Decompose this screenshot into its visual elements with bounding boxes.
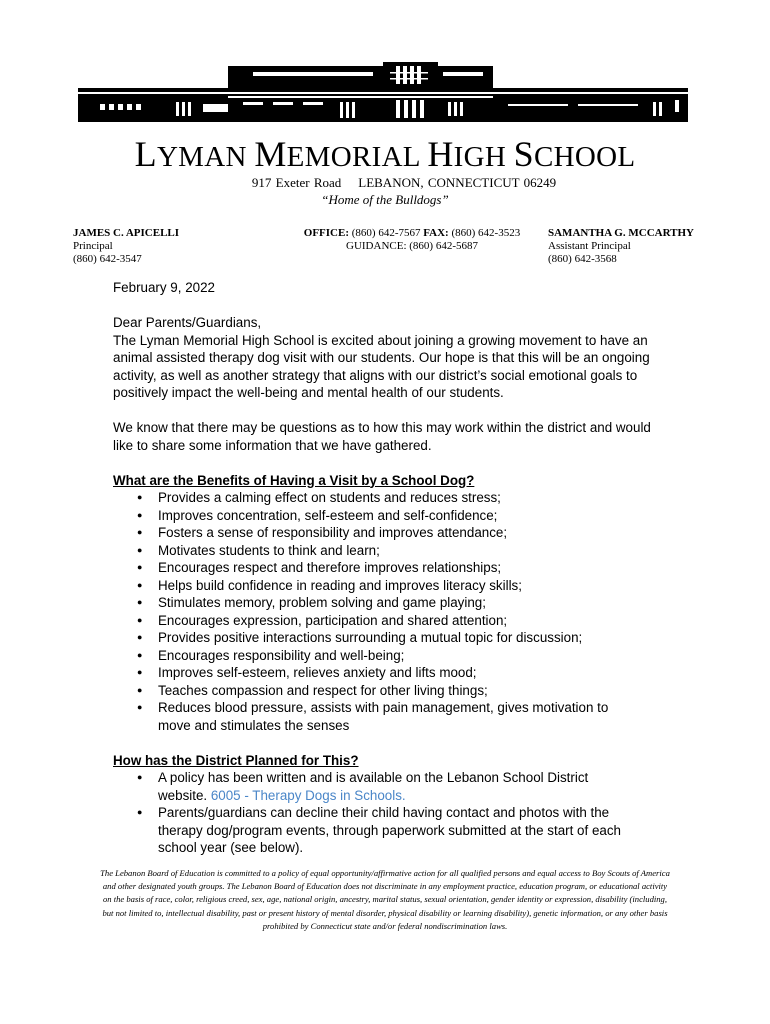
district-plan-list bbox=[113, 769, 673, 857]
policy-text: A policy has been written and is available on the Lebanon School District website. bbox=[158, 770, 589, 803]
list-item: ● Improves self-esteem, relieves anxiety and lifts mood; bbox=[113, 664, 673, 682]
school-motto: “Home of the Bulldogs” bbox=[321, 192, 449, 207]
assistant-phone: (860) 642-3568 bbox=[548, 253, 617, 265]
list-item: ● Parents/guardians can decline their child having contact and photos with the therapy dog/program events, through paperwork submitted at the start of each school year (see below). bbox=[113, 804, 673, 857]
principal-name: JAMES C. APICELLI bbox=[73, 227, 180, 239]
benefits-list bbox=[113, 489, 673, 734]
list-item: ● Teaches compassion and respect for other living things; bbox=[113, 682, 673, 700]
school-address: 917 Exeter Road LEBANON, CONNECTICUT 06249 bbox=[251, 175, 557, 190]
list-item: ● Reduces blood pressure, assists with pain management, gives motivation to move and stimulates the senses bbox=[113, 699, 673, 734]
assistant-title: Assistant Principal bbox=[548, 240, 631, 252]
list-item: ● Provides a calming effect on students and reduces stress; bbox=[113, 489, 673, 507]
list-item: ● Improves concentration, self-esteem and self-confidence; bbox=[113, 507, 673, 525]
office-label: OFFICE: bbox=[303, 227, 349, 239]
school-building-illustration bbox=[78, 62, 688, 122]
nondiscrimination-footer: The Lebanon Board of Education is committed to a policy of equal opportunity/affirmative action for all qualified persons and equal access to Boy Scouts of America and other designated youth groups. The Lebanon Board of Education does not discriminate in any employment practice, education program, or educational activity on the basis of race, color, religious creed, sex, age, national origin, ancestry, marital status, sexual orientation, gender identity or expression, disability (including, but not limited to, intellectual disability, past or present history of mental disorder, physical disability or learning disability), genetic information, or any other basis prohibited by Connecticut state and/or federal nondiscrimination laws. bbox=[100, 868, 670, 931]
office-phone: (860) 642-7567 bbox=[351, 227, 421, 239]
list-item: ● Helps build confidence in reading and improves literacy skills; bbox=[113, 577, 673, 595]
assistant-principal-contact bbox=[548, 227, 694, 266]
list-item bbox=[113, 769, 673, 804]
assistant-name: SAMANTHA G. MCCARTHY bbox=[548, 227, 694, 239]
benefits-heading: What are the Benefits of Having a Visit by a School Dog? bbox=[113, 472, 475, 488]
list-item: ● Stimulates memory, problem solving and game playing; bbox=[113, 594, 673, 612]
fax-label: FAX: bbox=[423, 227, 449, 239]
list-item: ● Encourages respect and therefore improves relationships; bbox=[113, 559, 673, 577]
office-contact bbox=[262, 227, 562, 253]
list-item: ● Encourages responsibility and well-being; bbox=[113, 647, 673, 665]
school-name: LYMAN MEMORIAL HIGH SCHOOL bbox=[134, 134, 636, 174]
list-item: ● Provides positive interactions surrounding a mutual topic for discussion; bbox=[113, 629, 673, 647]
list-item: ● Motivates students to think and learn; bbox=[113, 542, 673, 560]
principal-contact bbox=[73, 227, 179, 266]
fax-phone: (860) 642-3523 bbox=[451, 227, 521, 239]
guidance-phone: GUIDANCE: (860) 642-5687 bbox=[346, 240, 478, 252]
intro-paragraph: The Lyman Memorial High School is excited about joining a growing movement to have an animal assisted therapy dog visit with our students. Our hope is that this will be an ongoing activity, as well as another strategy that aligns with our district’s social emotional goals to positively impact the well-being and mental health of our students. bbox=[113, 332, 650, 400]
list-item: ● Fosters a sense of responsibility and improves attendance; bbox=[113, 524, 673, 542]
list-item: ● Encourages expression, participation and shared attention; bbox=[113, 612, 673, 630]
salutation: Dear Parents/Guardians, bbox=[113, 315, 262, 330]
info-paragraph: We know that there may be questions as to how this may work within the district and would like to share some information that we have gathered. bbox=[113, 420, 651, 453]
principal-title: Principal bbox=[73, 240, 113, 252]
letter-date: February 9, 2022 bbox=[113, 280, 215, 295]
principal-phone: (860) 642-3547 bbox=[73, 253, 142, 265]
policy-link[interactable]: 6005 - Therapy Dogs in Schools. bbox=[210, 787, 406, 803]
letter-body bbox=[113, 279, 673, 857]
district-plan-heading: How has the District Planned for This? bbox=[113, 752, 359, 768]
